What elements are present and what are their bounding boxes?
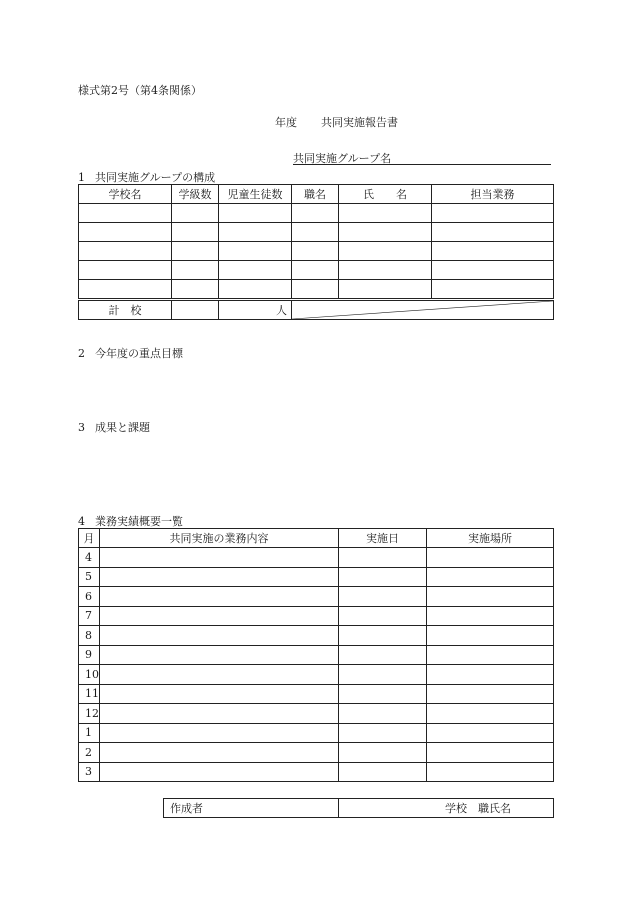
table-row xyxy=(79,587,554,607)
table-row xyxy=(79,743,554,763)
total-students-unit: 人 xyxy=(219,300,292,320)
cell-students[interactable] xyxy=(219,280,292,300)
header-student-count: 児童生徒数 xyxy=(219,185,292,204)
activity-content-cell[interactable] xyxy=(100,704,339,724)
location-cell[interactable] xyxy=(427,645,554,665)
activity-summary-table xyxy=(78,528,554,782)
date-cell[interactable] xyxy=(339,606,427,626)
date-cell[interactable] xyxy=(339,567,427,587)
section-1-title: 共同実施グループの構成 xyxy=(95,171,216,184)
cell-school[interactable] xyxy=(79,242,172,261)
section-2-number: 2 xyxy=(78,347,85,360)
group-name-field[interactable] xyxy=(293,150,551,165)
date-cell[interactable] xyxy=(339,684,427,704)
cell-classes[interactable] xyxy=(172,223,219,242)
location-cell[interactable] xyxy=(427,587,554,607)
report-title xyxy=(275,114,398,130)
table-row xyxy=(79,204,554,223)
location-cell[interactable] xyxy=(427,548,554,568)
section-3-number: 3 xyxy=(78,421,85,434)
month-cell: 1 xyxy=(79,723,100,743)
section-1-number: 1 xyxy=(78,171,85,184)
section-1-heading xyxy=(78,169,215,185)
cell-duties[interactable] xyxy=(432,204,554,223)
cell-classes[interactable] xyxy=(172,261,219,280)
title-year: 年度 xyxy=(275,116,297,129)
author-school-field[interactable]: 学校 職氏名 xyxy=(339,799,554,818)
table-row xyxy=(79,223,554,242)
date-cell[interactable] xyxy=(339,587,427,607)
cell-name[interactable] xyxy=(339,280,432,300)
activity-content-cell[interactable] xyxy=(100,762,339,782)
cell-position[interactable] xyxy=(292,242,339,261)
date-cell[interactable] xyxy=(339,743,427,763)
location-cell[interactable] xyxy=(427,762,554,782)
date-cell[interactable] xyxy=(339,665,427,685)
form-number: 様式第2号（第4条関係） xyxy=(78,84,202,97)
cell-duties[interactable] xyxy=(432,242,554,261)
group-composition-table xyxy=(78,184,554,320)
location-cell[interactable] xyxy=(427,626,554,646)
table-row xyxy=(79,606,554,626)
cell-duties[interactable] xyxy=(432,261,554,280)
cell-position[interactable] xyxy=(292,261,339,280)
header-duties: 担当業務 xyxy=(432,185,554,204)
activity-content-cell[interactable] xyxy=(100,587,339,607)
location-cell[interactable] xyxy=(427,723,554,743)
table-row xyxy=(79,567,554,587)
cell-name[interactable] xyxy=(339,242,432,261)
month-cell: 9 xyxy=(79,645,100,665)
table-row xyxy=(79,762,554,782)
author-table xyxy=(163,798,554,818)
header-position: 職名 xyxy=(292,185,339,204)
date-cell[interactable] xyxy=(339,723,427,743)
cell-position[interactable] xyxy=(292,223,339,242)
table-header-row xyxy=(79,185,554,204)
cell-duties[interactable] xyxy=(432,280,554,300)
activity-content-cell[interactable] xyxy=(100,567,339,587)
table-header-row xyxy=(79,529,554,548)
activity-content-cell[interactable] xyxy=(100,665,339,685)
header-activity-content: 共同実施の業務内容 xyxy=(100,529,339,548)
cell-school[interactable] xyxy=(79,261,172,280)
table-row xyxy=(79,242,554,261)
cell-classes[interactable] xyxy=(172,204,219,223)
date-cell[interactable] xyxy=(339,704,427,724)
header-full-name: 氏 名 xyxy=(339,185,432,204)
header-school-name: 学校名 xyxy=(79,185,172,204)
cell-name[interactable] xyxy=(339,261,432,280)
table-row xyxy=(79,548,554,568)
month-cell: 7 xyxy=(79,606,100,626)
month-cell: 11 xyxy=(79,684,100,704)
cell-duties[interactable] xyxy=(432,223,554,242)
cell-school[interactable] xyxy=(79,204,172,223)
author-row xyxy=(164,799,554,818)
section-4-number: 4 xyxy=(78,515,85,528)
location-cell[interactable] xyxy=(427,606,554,626)
month-cell: 5 xyxy=(79,567,100,587)
cell-name[interactable] xyxy=(339,204,432,223)
cell-name[interactable] xyxy=(339,223,432,242)
month-cell: 10 xyxy=(79,665,100,685)
table-row xyxy=(79,280,554,300)
date-cell[interactable] xyxy=(339,548,427,568)
location-cell[interactable] xyxy=(427,665,554,685)
date-cell[interactable] xyxy=(339,626,427,646)
total-classes[interactable] xyxy=(172,300,219,320)
location-cell[interactable] xyxy=(427,743,554,763)
month-cell: 8 xyxy=(79,626,100,646)
location-cell[interactable] xyxy=(427,567,554,587)
activity-content-cell[interactable] xyxy=(100,606,339,626)
cell-school[interactable] xyxy=(79,280,172,300)
total-label: 計 校 xyxy=(79,300,172,320)
activity-content-cell[interactable] xyxy=(100,684,339,704)
table-row xyxy=(79,665,554,685)
diagonal-strike xyxy=(292,301,553,319)
author-label: 作成者 xyxy=(164,799,339,818)
table-row xyxy=(79,261,554,280)
date-cell[interactable] xyxy=(339,645,427,665)
cell-classes[interactable] xyxy=(172,242,219,261)
header-date: 実施日 xyxy=(339,529,427,548)
location-cell[interactable] xyxy=(427,684,554,704)
month-cell: 4 xyxy=(79,548,100,568)
activity-content-cell[interactable] xyxy=(100,626,339,646)
cell-classes[interactable] xyxy=(172,280,219,300)
table-row xyxy=(79,626,554,646)
cell-position[interactable] xyxy=(292,204,339,223)
total-diagonal-cell xyxy=(292,300,554,320)
header-month: 月 xyxy=(79,529,100,548)
table-row xyxy=(79,704,554,724)
header-location: 実施場所 xyxy=(427,529,554,548)
activity-content-cell[interactable] xyxy=(100,645,339,665)
activity-content-cell[interactable] xyxy=(100,548,339,568)
cell-position[interactable] xyxy=(292,280,339,300)
section-4-heading xyxy=(78,513,183,529)
cell-students[interactable] xyxy=(219,223,292,242)
section-3-heading xyxy=(78,419,150,435)
header-class-count: 学級数 xyxy=(172,185,219,204)
section-2-title: 今年度の重点目標 xyxy=(95,347,183,360)
month-cell: 6 xyxy=(79,587,100,607)
total-row xyxy=(79,300,554,320)
section-3-title: 成果と課題 xyxy=(95,421,150,434)
location-cell[interactable] xyxy=(427,704,554,724)
title-name: 共同実施報告書 xyxy=(321,116,398,129)
section-4-title: 業務実績概要一覧 xyxy=(95,515,183,528)
cell-school[interactable] xyxy=(79,223,172,242)
date-cell[interactable] xyxy=(339,762,427,782)
cell-students[interactable] xyxy=(219,242,292,261)
activity-content-cell[interactable] xyxy=(100,723,339,743)
group-name-label: 共同実施グループ名 xyxy=(293,152,392,165)
month-cell: 12 xyxy=(79,704,100,724)
table-row xyxy=(79,723,554,743)
cell-students[interactable] xyxy=(219,204,292,223)
month-cell: 2 xyxy=(79,743,100,763)
month-cell: 3 xyxy=(79,762,100,782)
table-row xyxy=(79,645,554,665)
section-2-heading xyxy=(78,345,183,361)
table-row xyxy=(79,684,554,704)
activity-content-cell[interactable] xyxy=(100,743,339,763)
cell-students[interactable] xyxy=(219,261,292,280)
